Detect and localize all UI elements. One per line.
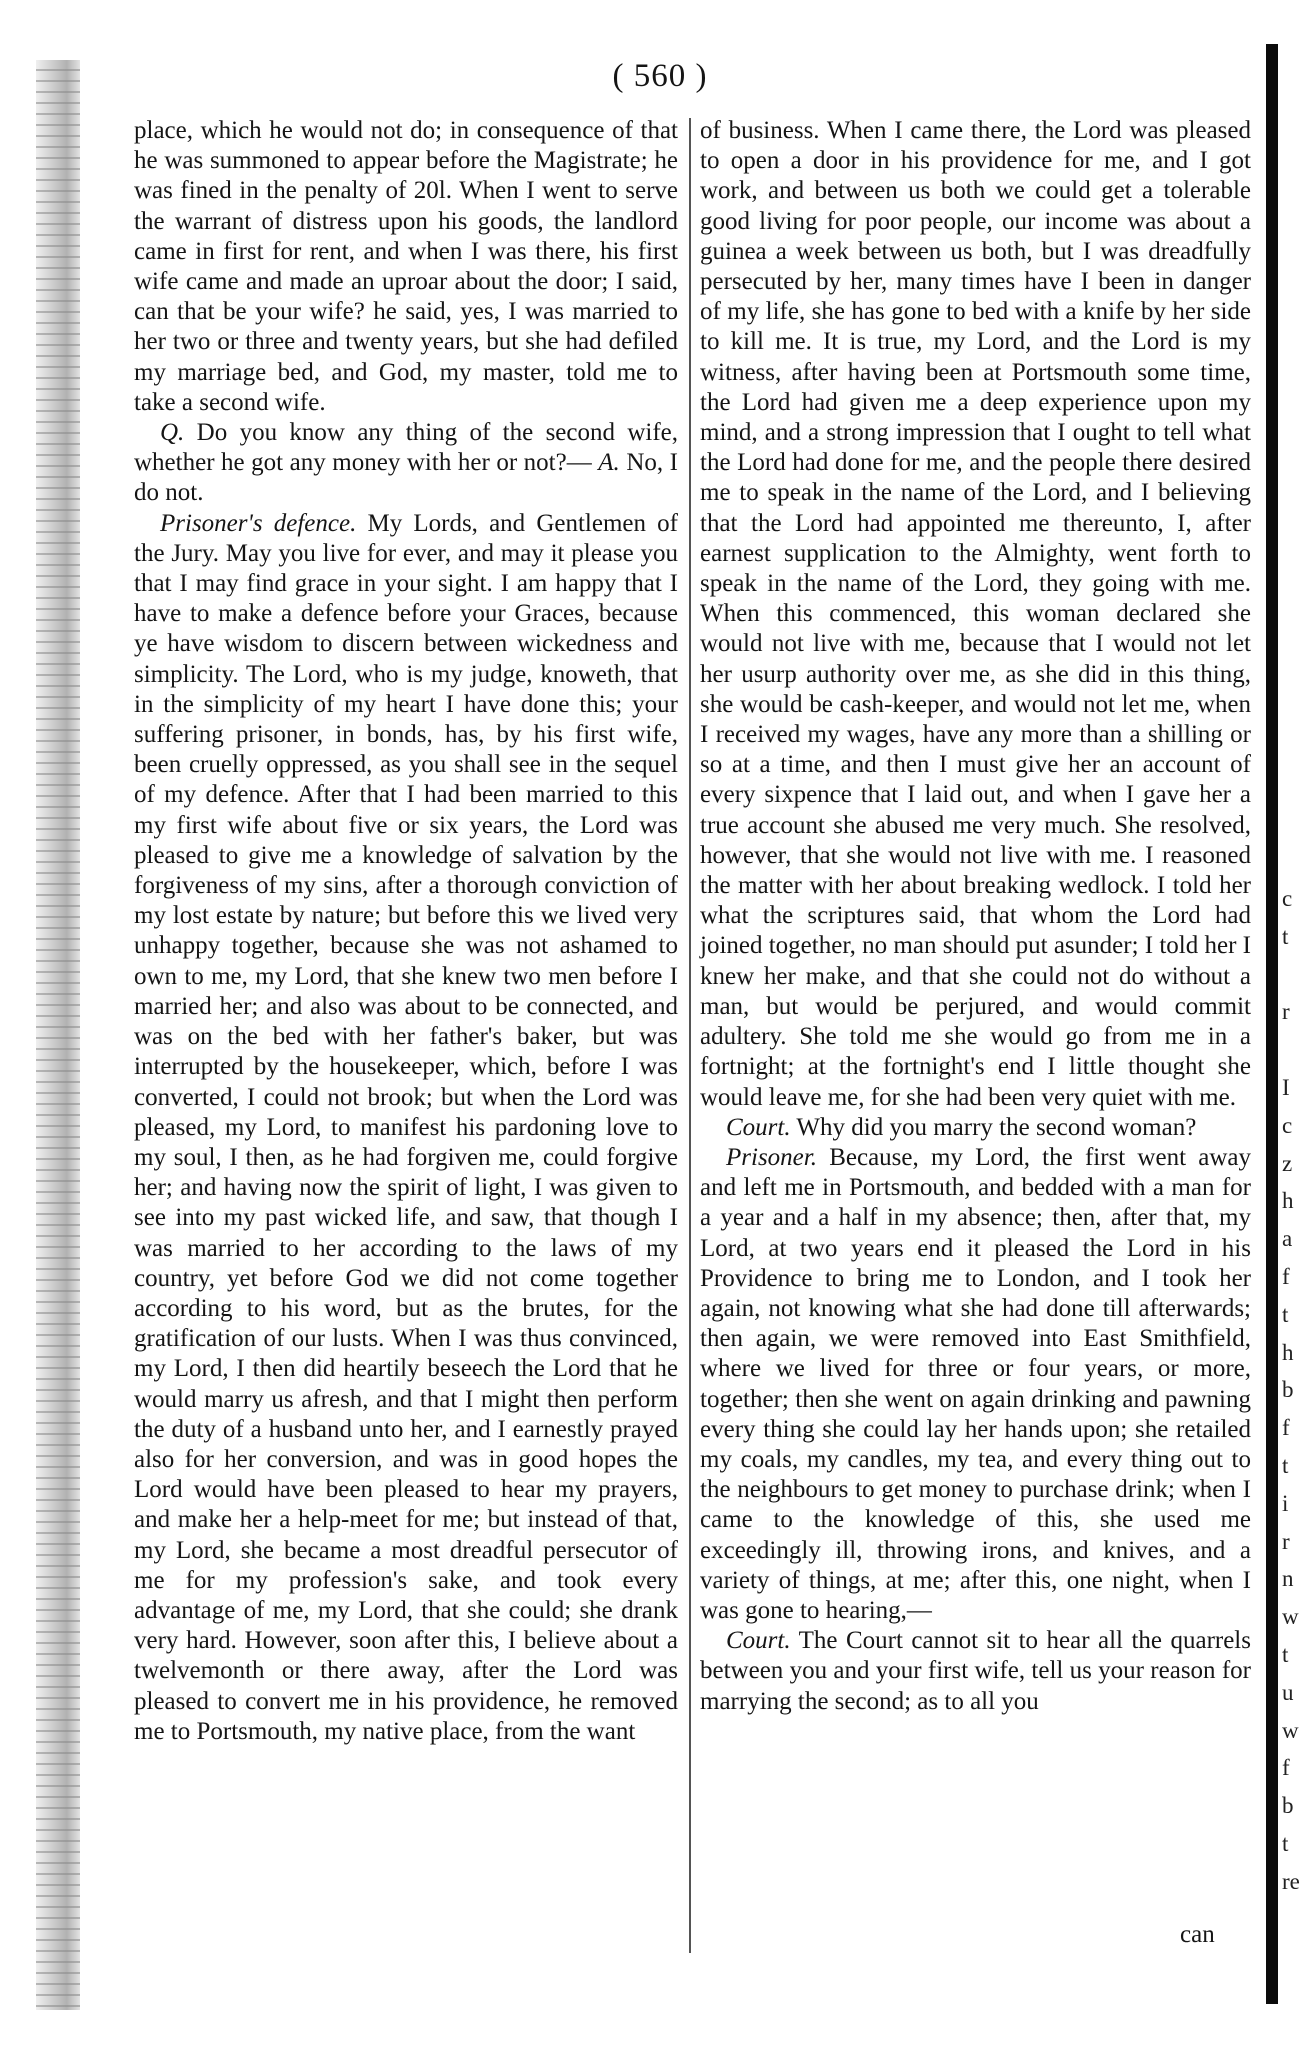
fragment: I xyxy=(1282,1074,1290,1100)
fragment: f xyxy=(1282,1755,1290,1781)
question-text: Do you know any thing of the second wife, whether he got any money with her or not?— xyxy=(134,419,679,477)
prisoner-answer: Because, my Lord, the first went away and left me in Portsmouth, and bedded with a man for a year and a half in my absence; then, after that, my Lord, at two years end it pleased the Lord in his Providence to bring me to London, and I took her again, not knowing what she had done till afterwards; then again, we were removed into East Smithfield, where we lived for three or four years, or more, together; then she went on again drinking and pawning every thing she could lay her hands upon; she retailed my coals, my candles, my tea, and every thing out to the neighbours to get money to purchase drink; when I came to the knowledge of this, she used me exceedingly ill, throwing irons, and knives, and a variety of things, at me; after this, one night, when I was gone to hearing,— xyxy=(700,1143,1251,1624)
answer-marker: A. xyxy=(598,449,620,477)
fragment: h xyxy=(1282,1339,1294,1365)
binding-edge xyxy=(36,60,80,2010)
right-paragraph-2 xyxy=(700,1113,1251,1143)
fragment: r xyxy=(1282,999,1290,1025)
right-column xyxy=(700,116,1251,1717)
fragment: w xyxy=(1282,1604,1299,1630)
catchword: can xyxy=(1180,1921,1215,1948)
fragment: re xyxy=(1282,1868,1300,1894)
answer-text: No, I do not. xyxy=(134,449,679,507)
fragment: n xyxy=(1282,1566,1294,1592)
fragment: b xyxy=(1282,1793,1294,1819)
page-number: ( 560 ) xyxy=(612,58,708,94)
left-paragraph-2 xyxy=(134,418,678,509)
fragment: t xyxy=(1282,1641,1289,1667)
court-question: Why did you marry the second woman? xyxy=(796,1113,1197,1141)
prisoner-defence-text: My Lords, and Gentlemen of the Jury. May you live for ever, and may it please you that I may find grace in your sight. I am happy that I have to make a defence before your Graces, because ye have wisdom to discern between wickedness and simplicity. The Lord, who is my judge, knoweth, that in the simplicity of my heart I have done this; your suffering prisoner, in bonds, has, by his first wife, been cruelly oppressed, as you shall see in the sequel of my defence. After that I had been married to this my first wife about five or six years, the Lord was pleased to give me a knowledge of salvation by the forgiveness of my sins, after a thorough conviction of my lost estate by nature; but before this we lived very unhappy together, because she was not ashamed to own to me, my Lord, that she knew two men before I married her; and also was about to be connected, and was on the bed with her father's baker, but was interrupted by the housekeeper, which, before I was converted, I could not brook; but when the Lord was pleased, my Lord, to manifest his pardoning love to my soul, I then, as he had forgiven me, could forgive her; and having now the spirit of light, I was given to see into my past wicked life, and saw, that though I was married to her according to the laws of my country, yet before God we did not come together according to his word, but as the brutes, for the gratification of our lusts. When I was thus convinced, my Lord, I then did heartily beseech the Lord that he would marry us afresh, and that I might then perform the duty of a husband unto her, and I earnestly prayed also for her conversion, and was in good hopes the Lord would have been pleased to hear my prayers, and make her a help-meet for me; but instead of that, my Lord, she became a most dreadful persecutor of me for my profession's sake, and took every advantage of me, my Lord, that she could; she drank very hard. However, soon after this, I believe about a twelvemonth or there away, after the Lord was pleased to convert me in his providence, he removed me to Portsmouth, my native place, from the want xyxy=(134,509,678,1745)
fragment: i xyxy=(1282,1490,1289,1516)
fragment: f xyxy=(1282,1415,1290,1441)
fragment xyxy=(1282,956,1314,994)
left-column xyxy=(134,116,678,1747)
fragment: a xyxy=(1282,1226,1293,1252)
page-edge-bar xyxy=(1266,44,1278,2004)
right-paragraph-4 xyxy=(700,1626,1251,1717)
court-statement: The Court cannot sit to hear all the quarrels between you and your first wife, tell us your reason for marrying the second; as to all you xyxy=(700,1627,1251,1715)
fragment: w xyxy=(1282,1717,1299,1743)
fragment: b xyxy=(1282,1377,1294,1403)
adjacent-page-fragments xyxy=(1282,880,1314,1901)
left-paragraph-1: place, which he would not do; in consequence of that he was summoned to appear before the Magistrate; he was fined in the penalty of 20l. When I went to serve the warrant of distress upon his goods, the landlord came in first for rent, and when I was there, his first wife came and made an uproar about the door; I said, can that be your wife? he said, yes, I was married to her two or three and twenty years, but she had defiled my marriage bed, and God, my master, told me to take a second wife. xyxy=(134,117,678,416)
fragment: h xyxy=(1282,1188,1294,1214)
fragment: t xyxy=(1282,1830,1289,1856)
left-paragraph-3 xyxy=(134,509,678,1747)
fragment: r xyxy=(1282,1528,1290,1554)
fragment: u xyxy=(1282,1679,1294,1705)
prisoner-label: Prisoner. xyxy=(726,1143,817,1171)
fragment: t xyxy=(1282,1452,1289,1478)
court-label-2: Court. xyxy=(726,1627,791,1655)
fragment: z xyxy=(1282,1150,1293,1176)
fragment: c xyxy=(1282,1112,1293,1138)
fragment: f xyxy=(1282,1263,1290,1289)
fragment: c xyxy=(1282,886,1293,911)
column-divider xyxy=(689,118,691,1953)
fragment xyxy=(1282,1031,1314,1069)
prisoner-defence-heading: Prisoner's defence. xyxy=(160,509,357,537)
fragment: t xyxy=(1282,923,1289,949)
question-marker: Q. xyxy=(160,419,185,447)
right-paragraph-1: of business. When I came there, the Lord was pleased to open a door in his providence for me, and I got work, and between us both we could get a tolerable good living for poor people, our income was about a guinea a week between us both, but I was dreadfully persecuted by her, many times have I been in danger of my life, she has gone to bed with a knife by her side to kill me. It is true, my Lord, and the Lord is my witness, after having been at Portsmouth some time, the Lord had given me a deep experience upon my mind, and a strong impression that I ought to tell what the Lord had done for me, and the people there desired me to speak in the name of the Lord, and I believing that the Lord had appointed me thereunto, I, after earnest supplication to the Almighty, went forth to speak in the name of the Lord, they going with me. When this commenced, this woman declared she would not live with me, because that I would not let her usurp authority over me, as she did in this thing, she would be cash-keeper, and would not let me, when I received my wages, have any more than a shilling or so at a time, and then I must give her an account of every sixpence that I laid out, and when I gave her a true account she abused me very much. She resolved, however, that she would not live with me. I reasoned the matter with her about breaking wedlock. I told her what the scriptures said, that whom the Lord had joined together, no man should put asunder; I told her I knew her make, and that she could not do without a man, but would be perjured, and would commit adultery. She told me she would go from me in a fortnight; at the fortnight's end I little thought she would leave me, for she had been very quiet with me. xyxy=(700,117,1251,1111)
right-paragraph-3 xyxy=(700,1143,1251,1626)
court-label: Court. xyxy=(726,1113,791,1141)
fragment: t xyxy=(1282,1301,1289,1327)
